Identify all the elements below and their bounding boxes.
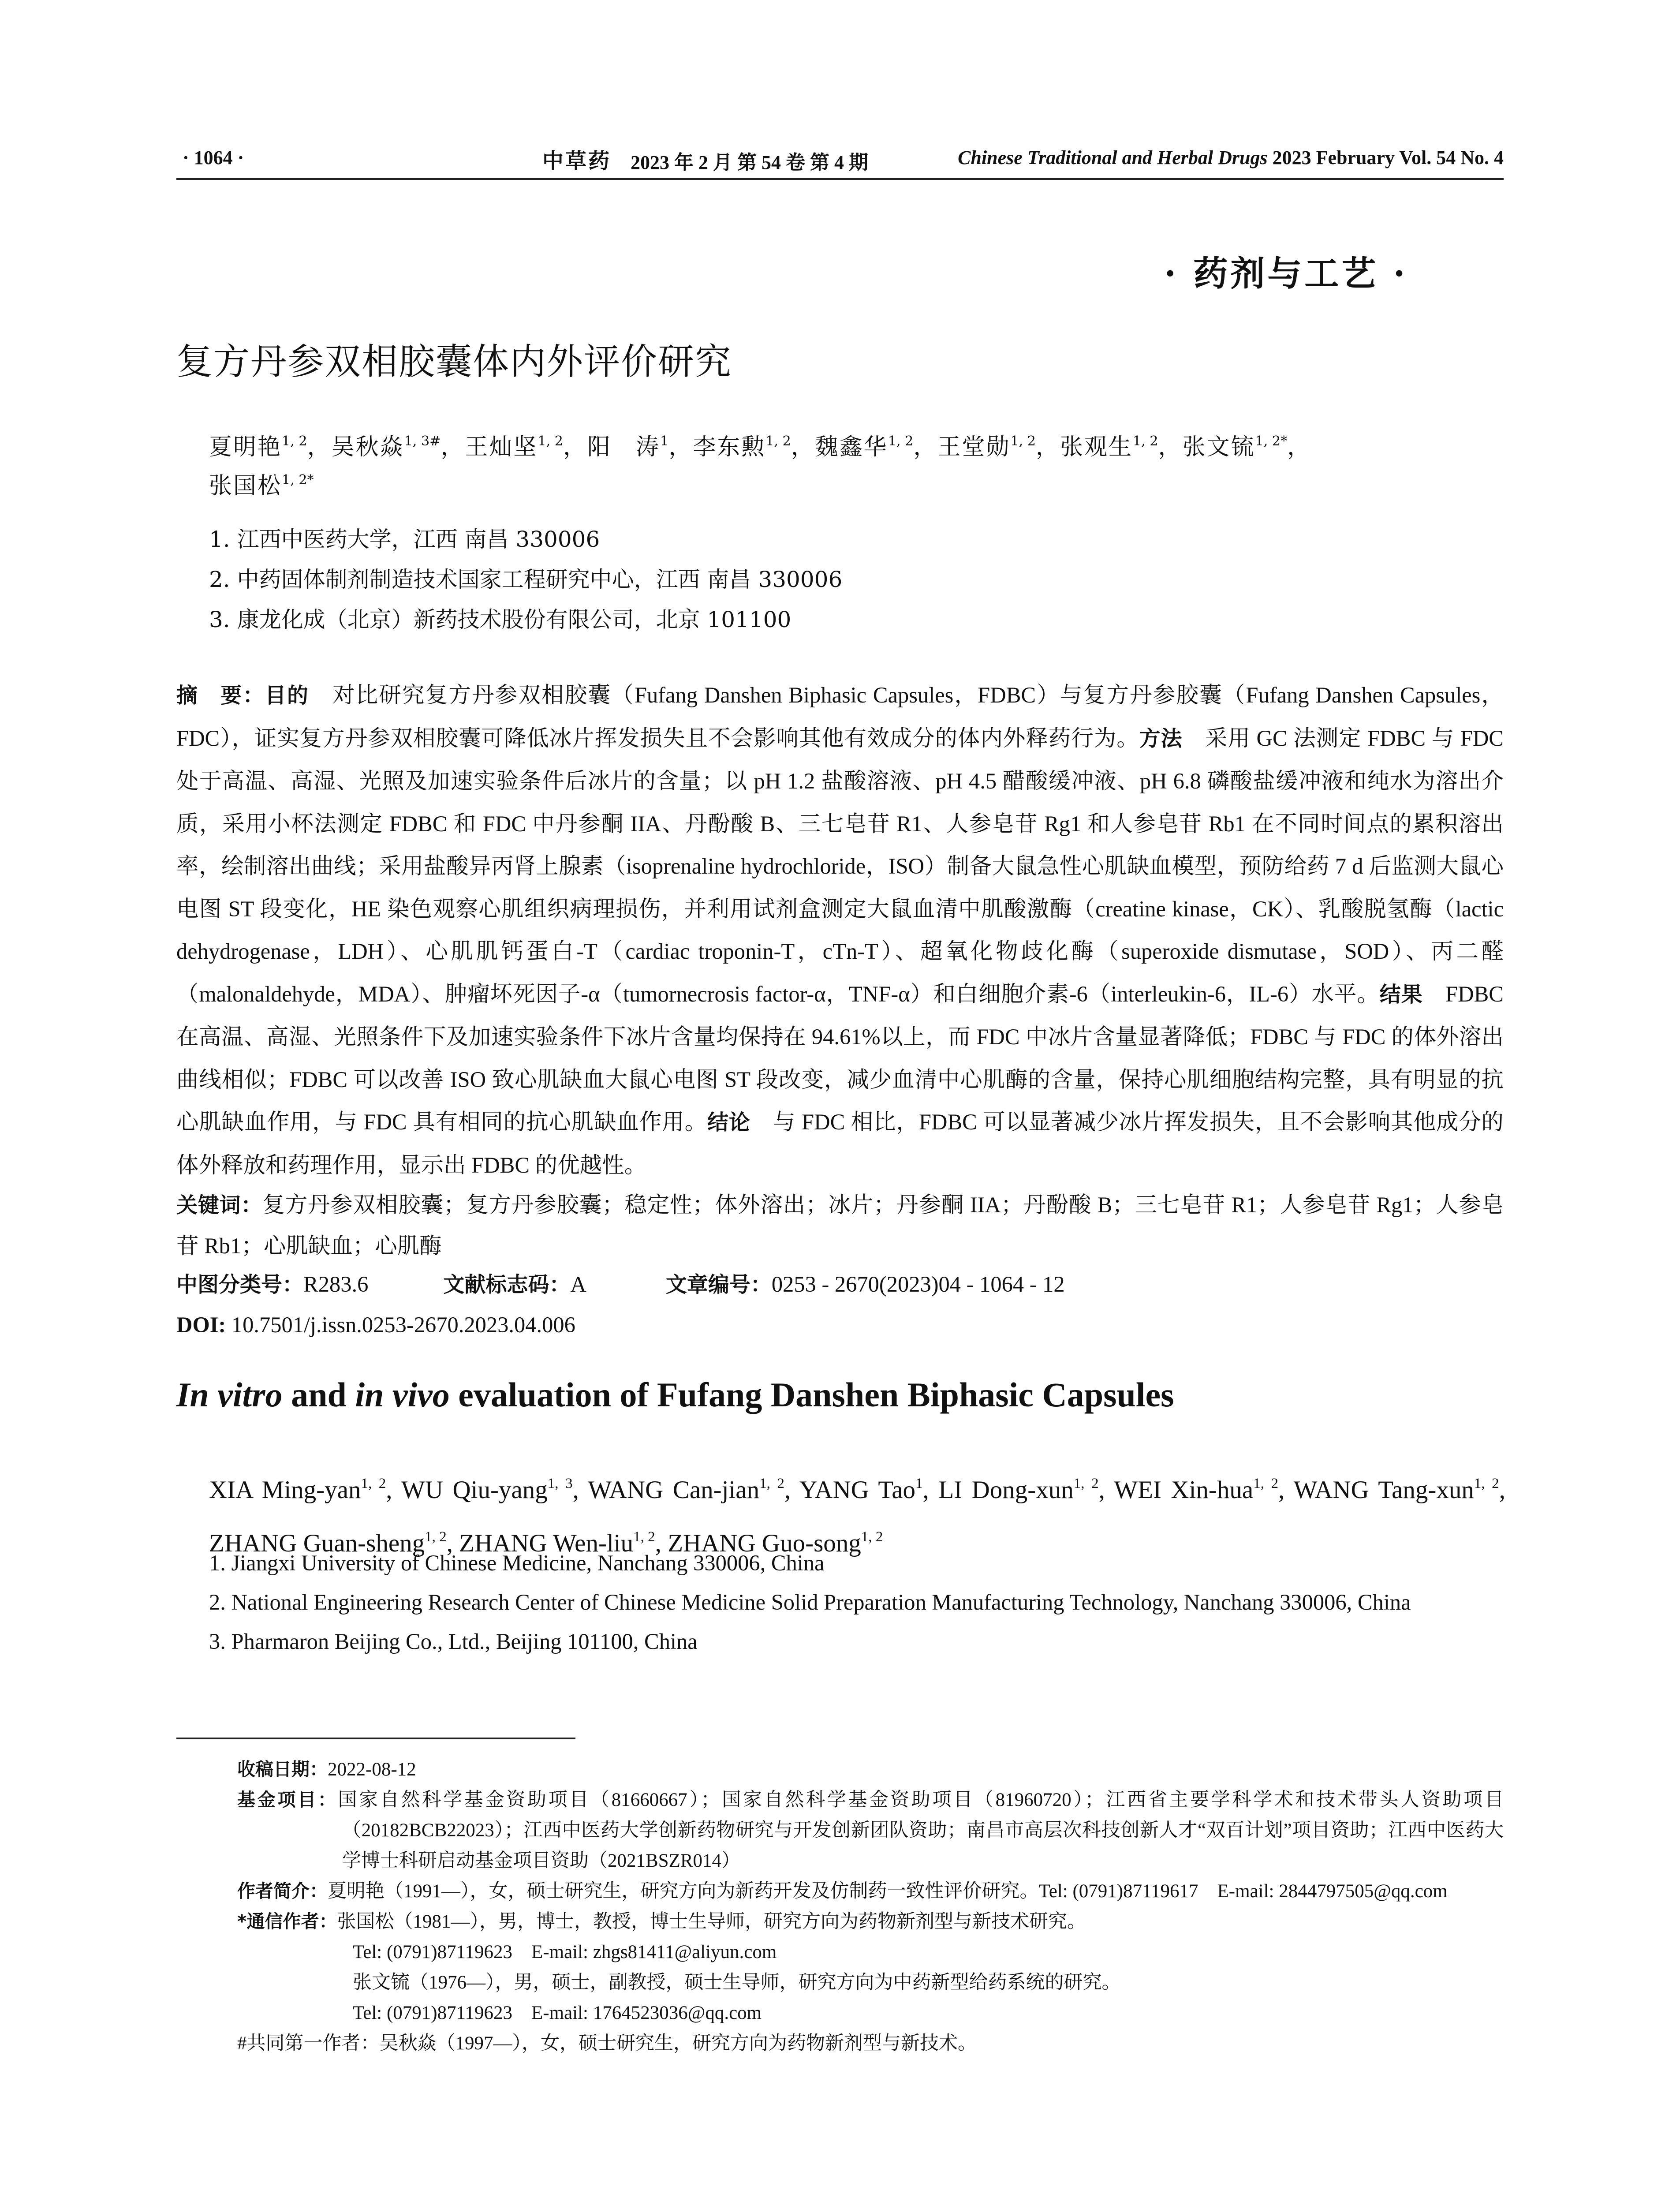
conclusion-label: 结论 bbox=[707, 1110, 750, 1135]
page-number: · 1064 · bbox=[183, 147, 244, 168]
author-en: XIA Ming-yan$^{1, 2}$, bbox=[209, 1475, 402, 1504]
footnotes bbox=[237, 1754, 1504, 2059]
article-no-label: 文章编号： bbox=[665, 1272, 772, 1297]
issue-en: 2023 February Vol. 54 No. 4 bbox=[1272, 147, 1504, 168]
author-cn: 王灿坚$^{1, 2}$， bbox=[465, 433, 587, 460]
author-cn: 夏明艳$^{1, 2}$， bbox=[209, 433, 332, 460]
footnote-divider bbox=[176, 1738, 575, 1739]
keywords-text: 复方丹参双相胶囊；复方丹参胶囊；稳定性；体外溶出；冰片；丹参酮 IIA；丹酚酸 B；三七皂苷 R1；人参皂苷 Rg1；人参皂苷 Rb1；心肌缺血；心肌酶 bbox=[176, 1192, 1504, 1258]
affiliation-en-2: 2. National Engineering Research Center of Chinese Medicine Solid Preparation Manufacturing Technology, Nanchang 330006, China bbox=[209, 1590, 1411, 1615]
affiliation-cn-3: 3. 康龙化成（北京）新药技术股份有限公司，北京 101100 bbox=[209, 607, 791, 632]
classification-line bbox=[176, 1264, 1504, 1305]
doc-code-label: 文献标志码： bbox=[443, 1272, 571, 1297]
results-text: FDBC 在高温、高湿、光照条件下及加速实验条件下冰片含量均保持在 94.61%以上，而 FDC 中冰片含量显著降低；FDBC 与 FDC 的体外溶出曲线相似；FDBC 可以改善 ISO 致心肌缺血大鼠心电图 ST 段改变，减少血清中心肌酶的含量，保持心肌细胞结构完整，具有明显的抗心肌缺血作用，与 FDC 具有相同的抗心肌缺血作用。 bbox=[176, 981, 1504, 1134]
abstract-label: 摘 要： bbox=[176, 683, 265, 708]
running-header bbox=[176, 144, 1504, 180]
keywords bbox=[176, 1185, 1504, 1266]
doi-label: DOI: bbox=[176, 1312, 226, 1337]
author-bio: 作者简介：夏明艳（1991—），女，硕士研究生，研究方向为新药开发及仿制药一致性评价研究。Tel: (0791)87119617 E-mail: 2844797505@qq.com bbox=[237, 1880, 1448, 1902]
author-cn: 吴秋焱$^{1, 3\#}$， bbox=[331, 433, 465, 460]
issue-cn: 2023 年 2 月 第 54 卷 第 4 期 bbox=[631, 152, 868, 173]
methods-text: 采用 GC 法测定 FDBC 与 FDC 处于高温、高湿、光照及加速实验条件后冰片的含量；以 pH 1.2 盐酸溶液、pH 4.5 醋酸缓冲液、pH 6.8 磷酸盐缓冲液和纯水为溶出介质，采用小杯法测定 FDBC 和 FDC 中丹参酮 IIA、丹酚酸 B、三七皂苷 R1、人参皂苷 Rg1 和人参皂苷 Rb1 在不同时间点的累积溶出率，绘制溶出曲线；采用盐酸异丙肾上腺素（isoprenaline hydrochloride，ISO）制备大鼠急性心肌缺血模型，预防给药 7 d 后监测大鼠心电图 ST 段变化，HE 染色观察心肌组织病理损伤，并利用试剂盒测定大鼠血清中肌酸激酶（creatine kinase，CK）、乳酸脱氢酶（lactic dehydrogenase，LDH）、心肌肌钙蛋白-T（cardiac troponin-T，cTn-T）、超氧化物歧化酶（superoxide dismutase，SOD）、丙二醛（malonaldehyde，MDA）、肿瘤坏死因子-α（tumornecrosis factor-α，TNF-α）和白细胞介素-6（interleukin-6，IL-6）水平。 bbox=[176, 725, 1504, 1006]
doi-line bbox=[176, 1304, 575, 1345]
received-date: 收稿日期：2022-08-12 bbox=[237, 1759, 416, 1780]
objective-text: 对比研究复方丹参双相胶囊（Fufang Danshen Biphasic Capsules，FDBC）与复方丹参胶囊（Fufang Danshen Capsules，FDC），证实复方丹参双相胶囊可降低冰片挥发损失且不会影响其他有效成分的体内外释药行为。 bbox=[176, 683, 1504, 751]
corresponding-author-2-contact: Tel: (0791)87119623 E-mail: 1764523036@qq.com bbox=[353, 2003, 762, 2023]
author-en: ZHANG Wen-liu$^{1, 2}$, bbox=[459, 1529, 668, 1557]
doi-value: 10.7501/j.issn.0253-2670.2023.04.006 bbox=[226, 1312, 575, 1337]
corresponding-author-1: *通信作者：张国松（1981—），男，博士，教授，博士生导师，研究方向为药物新剂型与新技术研究。 bbox=[237, 1911, 1086, 1932]
author-en: ZHANG Guan-sheng$^{1, 2}$, bbox=[209, 1529, 459, 1557]
article-title-en: In vitro and in vivo evaluation of Fufang Danshen Biphasic Capsules bbox=[176, 1375, 1174, 1414]
corresponding-author-2: 张文锍（1976—），男，硕士，副教授，硕士生导师，研究方向为中药新型给药系统的研究。 bbox=[353, 1972, 1121, 1993]
affiliation-en-3: 3. Pharmaron Beijing Co., Ltd., Beijing 101100, China bbox=[209, 1629, 698, 1654]
affiliations-cn bbox=[209, 519, 842, 640]
journal-en bbox=[958, 146, 1504, 169]
journal-name-en: Chinese Traditional and Herbal Drugs bbox=[958, 147, 1268, 168]
corresponding-author-1-contact: Tel: (0791)87119623 E-mail: zhgs81411@aliyun.com bbox=[353, 1942, 777, 1962]
clc-label: 中图分类号： bbox=[176, 1272, 304, 1297]
author-cn: 魏鑫华$^{1, 2}$， bbox=[815, 433, 938, 460]
affiliation-cn-1: 1. 江西中医药大学，江西 南昌 330006 bbox=[209, 527, 600, 552]
methods-label: 方法 bbox=[1139, 726, 1183, 751]
author-cn: 张观生$^{1, 2}$， bbox=[1060, 433, 1183, 460]
author-en: WANG Can-jian$^{1, 2}$, bbox=[588, 1475, 799, 1504]
author-cn: 张文锍$^{1, 2*}$， bbox=[1182, 433, 1312, 460]
author-cn: 王堂勋$^{1, 2}$， bbox=[937, 433, 1060, 460]
authors-cn-line2 bbox=[209, 467, 1505, 505]
author-en: WANG Tang-xun$^{1, 2}$, bbox=[1293, 1475, 1505, 1504]
abstract-cn bbox=[176, 674, 1504, 1186]
objective-label: 目的 bbox=[265, 683, 310, 708]
clc-value: R283.6 bbox=[303, 1272, 369, 1297]
authors-cn-line1 bbox=[209, 428, 1505, 467]
author-en: YANG Tao$^1$, bbox=[799, 1475, 939, 1504]
author-cn: 阳 涛$^1$， bbox=[587, 433, 693, 460]
authors-cn bbox=[209, 428, 1505, 505]
author-en: WEI Xin-hua$^{1, 2}$, bbox=[1114, 1475, 1294, 1504]
conclusion-text: 与 FDC 相比，FDBC 可以显著减少冰片挥发损失，且不会影响其他成分的体外释放和药理作用，显示出 FDBC 的优越性。 bbox=[176, 1110, 1504, 1177]
journal-name-cn: 中草药 bbox=[542, 149, 612, 173]
affiliation-en-1: 1. Jiangxi University of Chinese Medicine, Nanchang 330006, China bbox=[209, 1551, 825, 1575]
author-en: WU Qiu-yang$^{1, 3}$, bbox=[401, 1475, 588, 1504]
affiliations-en bbox=[209, 1544, 1505, 1661]
article-title-cn: 复方丹参双相胶囊体内外评价研究 bbox=[176, 341, 732, 383]
results-label: 结果 bbox=[1379, 982, 1423, 1007]
keywords-label: 关键词： bbox=[176, 1193, 263, 1218]
author-cn: 张国松$^{1, 2*}$ bbox=[209, 472, 314, 499]
doc-code-value: A bbox=[570, 1272, 586, 1297]
affiliation-cn-2: 2. 中药固体制剂制造技术国家工程研究中心，江西 南昌 330006 bbox=[209, 567, 843, 592]
author-cn: 李东勲$^{1, 2}$， bbox=[693, 433, 815, 460]
author-en: LI Dong-xun$^{1, 2}$, bbox=[938, 1475, 1114, 1504]
article-no-value: 0253 - 2670(2023)04 - 1064 - 12 bbox=[771, 1272, 1065, 1297]
author-en: ZHANG Guo-song$^{1, 2}$ bbox=[668, 1529, 883, 1557]
funding: 基金项目：国家自然科学基金资助项目（81660667）；国家自然科学基金资助项目（81960720）；江西省主要学科学术和技术带头人资助项目（20182BCB22023）；江西中医药大学创新药物研究与开发创新团队资助；南昌市高层次科技创新人才“双百计划”项目资助；江西中医药大学博士科研启动基金项目资助（2021BSZR014） bbox=[237, 1789, 1504, 1871]
co-first-author: #共同第一作者：吴秋焱（1997—），女，硕士研究生，研究方向为药物新剂型与新技术。 bbox=[237, 2033, 977, 2054]
section-label: · 药剂与工艺 · bbox=[1164, 254, 1408, 294]
